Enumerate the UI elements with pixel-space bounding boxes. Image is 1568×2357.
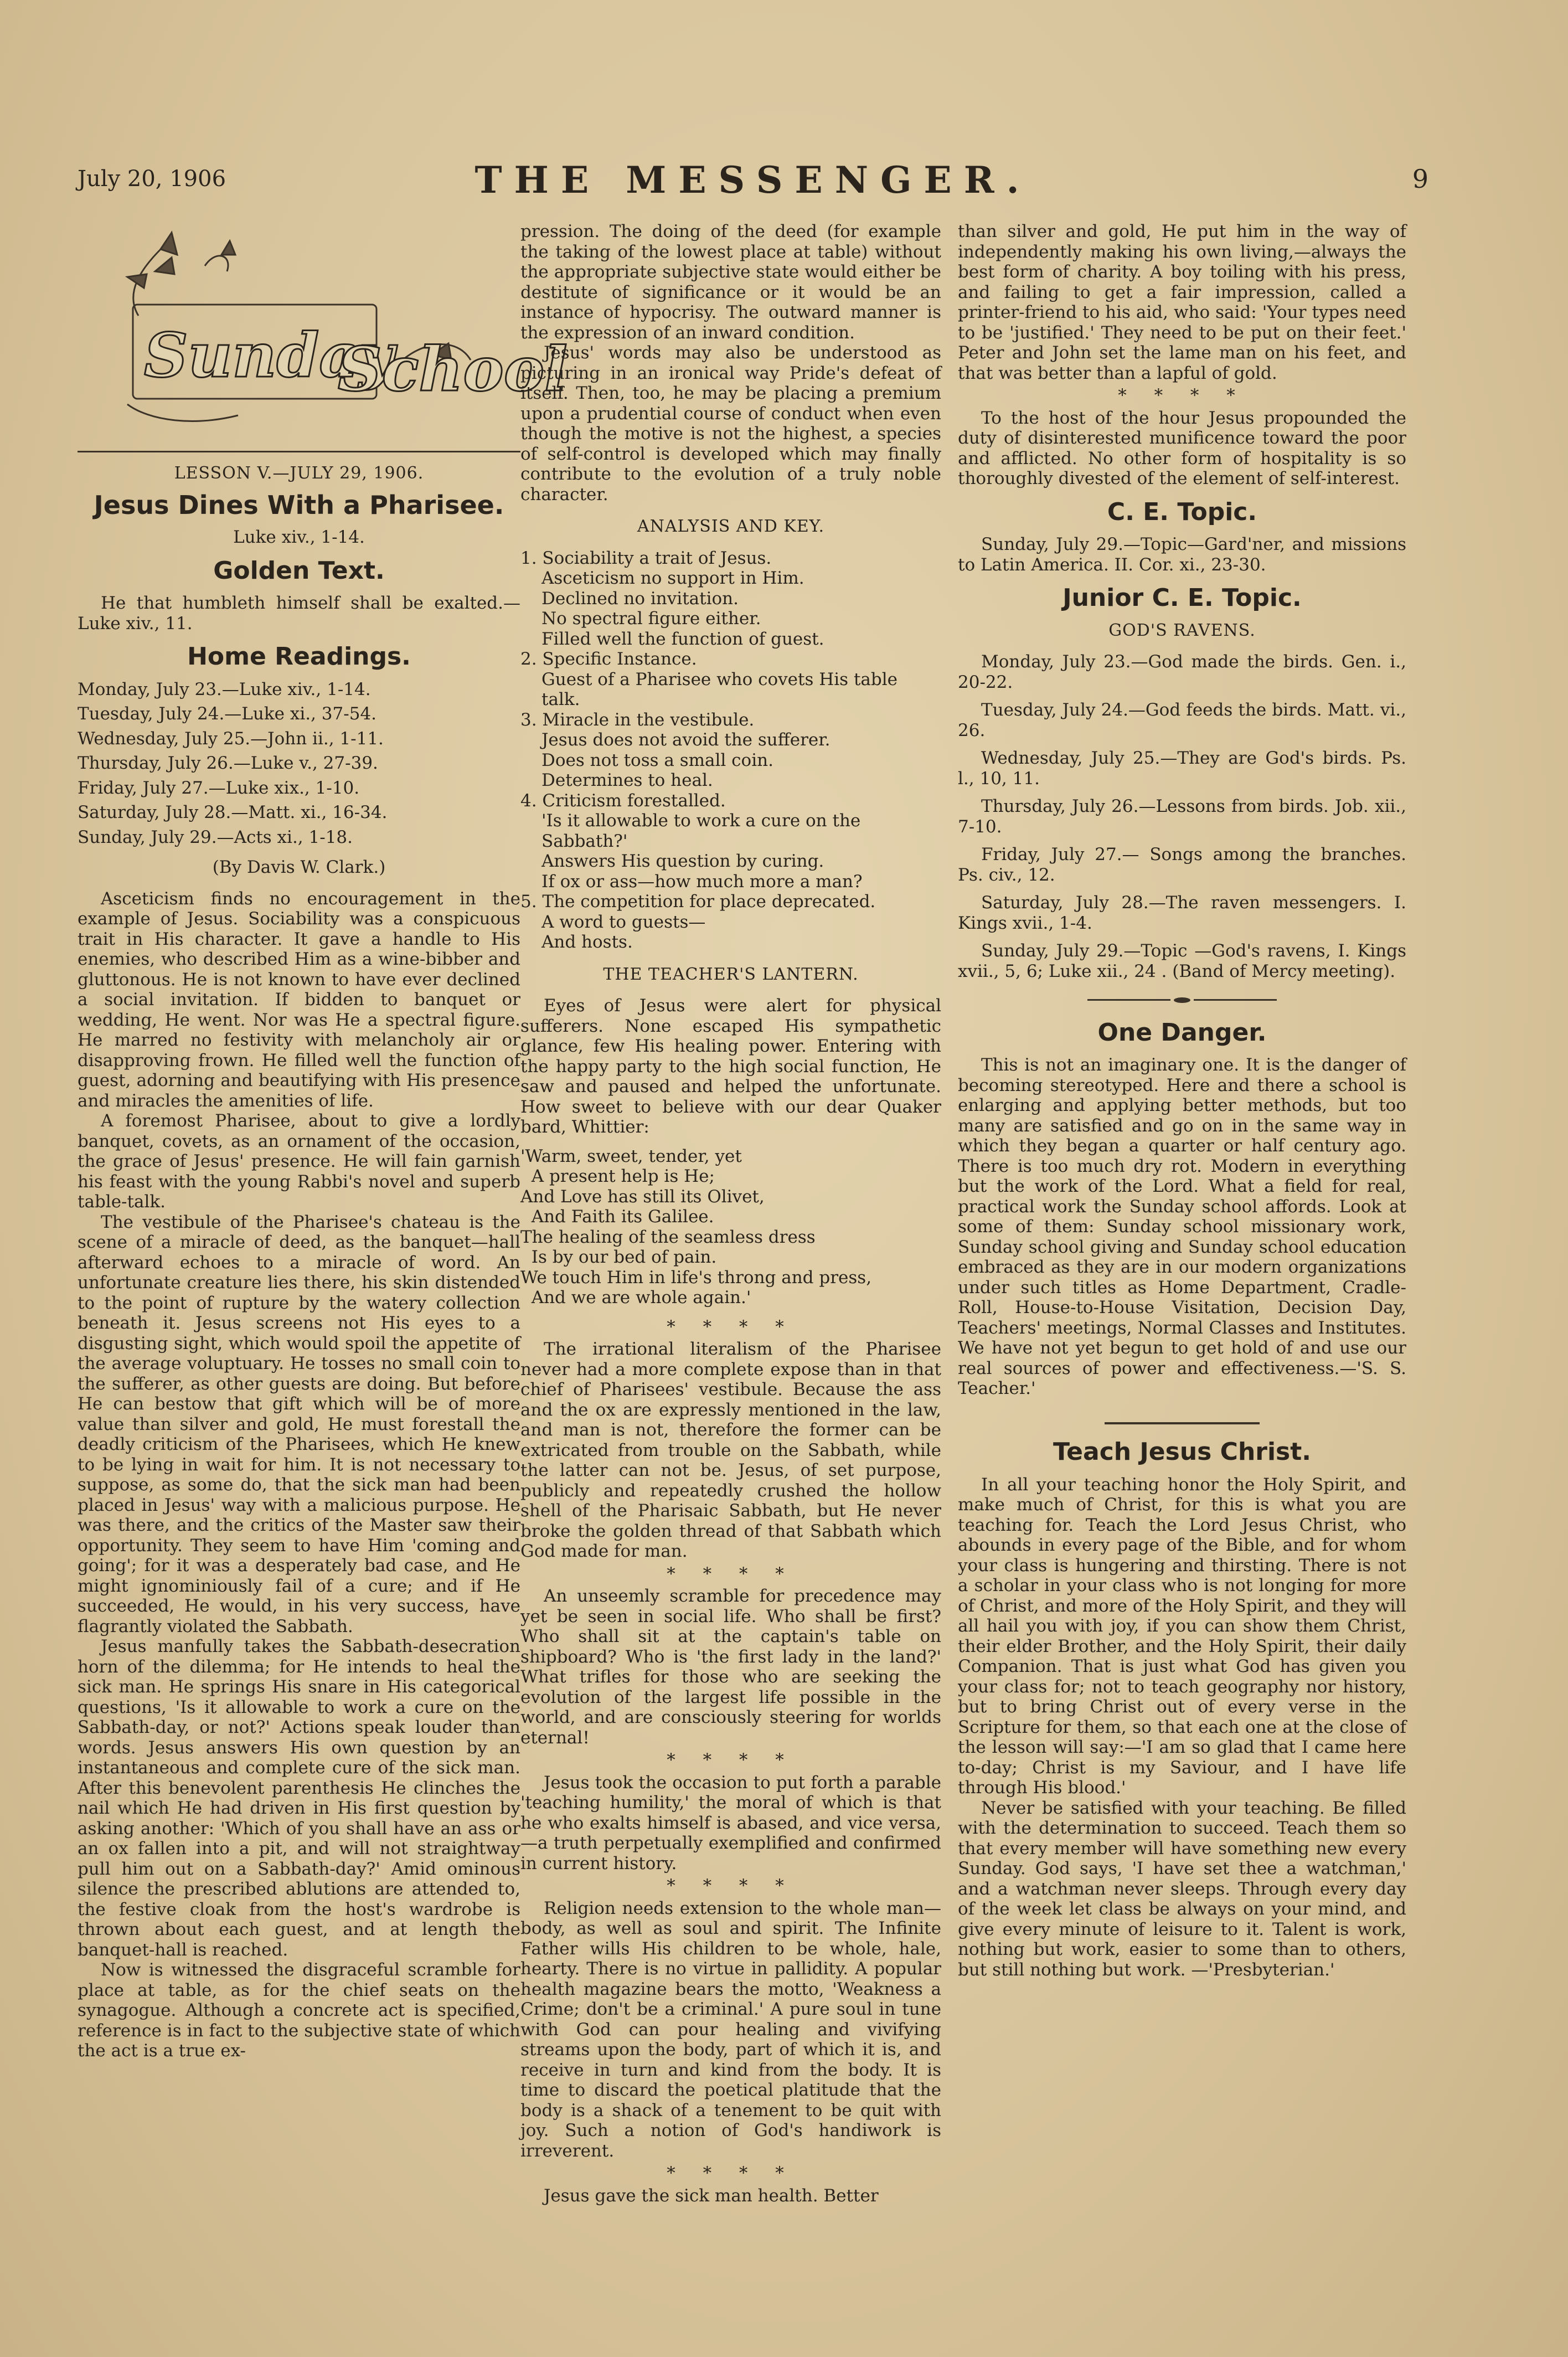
analysis-item: 5. The competition for place deprecated.: [520, 892, 876, 912]
section-stars: * * * *: [667, 1876, 795, 1896]
masthead: THE MESSENGER.: [474, 158, 1031, 202]
verse-line: And Love has still its Olivet,: [520, 1186, 765, 1207]
body-paragraph: Never be satisfied with your teaching. Be filled with the determination to succeed. Teach them so that every member will have something new every Sunday. God says, 'I have set thee a watchman,' and a watchman never sleeps. Through every day of the week let class be always on your mind, and give every minute of leisure to it. Talent is work, nothing but work, easier to some than to others, but still nothing but work. —'Presbyterian.': [958, 1798, 1406, 1980]
body-paragraph: Asceticism finds no encouragement in the example of Jesus. Sociability was a conspicuous trait in His character. It gave a handle to His enemies, who described Him as a wine-bibber and gluttonous. He is not known to have ever declined a social invitation. If bidden to banquet or wedding, He went. Nor was He a spectral figure. He marred no festivity with melancholy air or disapproving frown. He filled well the function of guest, adorning and beautifying with His presence and miracles the amenities of life.: [78, 888, 520, 1111]
column-middle: [520, 222, 941, 2304]
home-readings-heading: Home Readings.: [187, 642, 411, 671]
section-rule: [958, 1409, 1406, 1429]
column-right: [958, 222, 1406, 2304]
reading-item: Monday, July 23.—Luke xiv., 1-14.: [78, 679, 371, 699]
poem-verse: [520, 1146, 941, 1308]
body-paragraph: Jesus manfully takes the Sabbath-desecration horn of the dilemma; for He intends to heal the sick man. He springs His snare in His categorical questions, 'Is it allowable to work a cure on the Sabbath-day, or not?' Actions speak louder than words. Jesus answers His own question by an instantaneous and complete cure of the sick man. After this benevolent parenthesis He clinches the nail which He had driven in His first question by asking another: 'Which of you shall have an ass or an ox fallen into a pit, and will not straightway pull him out on a Sabbath-day?' Amid ominous silence the prescribed ablutions are attended to, the festive cloak from the host's wardrobe is thrown about each guest, and at length the banquet-hall is reached.: [78, 1636, 520, 1960]
svg-text:School: School: [338, 333, 568, 405]
body-paragraph: Now is witnessed the disgraceful scramble for place at table, as for the chief seats on the synagogue. Although a concrete act is specified, reference is in fact to the subjective state of which the act is a true ex-: [78, 1960, 520, 2061]
analysis-item: Does not toss a small coin.: [541, 750, 773, 770]
body-paragraph: The irrational literalism of the Pharisee never had a more complete expose than in that chief of Pharisees' vestibule. Because the ass and the ox are expressly mentioned in the law, and man is not, therefore the former can be extricated from trouble on the Sabbath, while the latter can not be. Jesus, of set purpose, publicly and repeatedly crushed the hollow shell of the Pharisaic Sabbath, but He never broke the golden thread of that Sabbath which God made for man.: [520, 1339, 941, 1561]
section-stars: * * * *: [667, 1316, 795, 1337]
sunday-school-logo: [78, 222, 568, 443]
reading-item: Sunday, July 29.—Acts xi., 1-18.: [78, 827, 353, 847]
scripture-reference: Luke xiv., 1-14.: [233, 527, 365, 547]
verse-line: Is by our bed of pain.: [520, 1247, 717, 1267]
svg-text:Sunday: Sunday: [144, 320, 394, 391]
analysis-item: Determines to heal.: [541, 770, 713, 790]
page-number: 9: [1412, 164, 1428, 194]
section-rule: [78, 451, 520, 452]
analysis-list: [520, 548, 941, 953]
golden-text-heading: Golden Text.: [213, 556, 385, 585]
analysis-item: Declined no invitation.: [541, 588, 739, 609]
body-paragraph: This is not an imaginary one. It is the danger of becoming stereotyped. Here and there a school is enlarging and applying better methods, but too many are satisfied and go on in the same way in which they began a quarter or half century ago. There is too much dry rot. Modern in everything but the work of the Lord. What a field for real, practical work the Sunday school affords. Look at some of them: Sunday school missionary work, Sunday school giving and Sunday school education embraced as they are in our modern organizations under such titles as Home Department, Cradle-Roll, House-to-House Visitation, Decision Day, Teachers' meetings, Normal Classes and Institutes. We have not yet begun to get hold of and use our real sources of power and effectiveness.—'S. S. Teacher.': [958, 1055, 1406, 1398]
junior-ce-item: Wednesday, July 25.—They are God's birds. Ps. l., 10, 11.: [958, 748, 1406, 789]
verse-line: 'Warm, sweet, tender, yet: [520, 1146, 742, 1166]
verse-line: And Faith its Galilee.: [520, 1207, 714, 1227]
page-header: [78, 158, 1428, 203]
reading-item: Tuesday, July 24.—Luke xi., 37-54.: [78, 704, 377, 724]
reading-item: Wednesday, July 25.—John ii., 1-11.: [78, 728, 384, 749]
verse-line: And we are whole again.': [520, 1288, 751, 1308]
body-paragraph: An unseemly scramble for precedence may yet be seen in social life. Who shall be first? Who shall sit at the captain's table on shipboard? Who is 'the first lady in the land?' What trifles for those who are seeking the evolution of the largest life possible in the world, and are consciously steering for worlds eternal!: [520, 1586, 941, 1748]
lesson-number: LESSON V.—JULY 29, 1906.: [174, 464, 424, 483]
section-stars: * * * *: [667, 1750, 795, 1770]
analysis-item: A word to guests—: [541, 912, 706, 932]
junior-ce-item: Sunday, July 29.—Topic —God's ravens, I. Kings xvii., 5, 6; Luke xii., 24 . (Band of Mercy meeting).: [958, 941, 1406, 981]
reading-item: Friday, July 27.—Luke xix., 1-10.: [78, 778, 360, 798]
body-paragraph: The vestibule of the Pharisee's chateau is the scene of a miracle of deed, as the banquet—hall afterward echoes to a miracle of word. An unfortunate creature lies there, his skin distended to the point of rupture by the watery collection beneath it. Jesus screens not His eyes to a disgusting sight, which would spoil the appetite of the average voluptuary. He tosses no small coin to the sufferer, as other guests are doing. But before He can bestow that gift which will be of more value than silver and gold, He must forestall the deadly criticism of the Pharisees, which He knew to be lying in wait for him. It is not necessary to suppose, as some do, that the sick man had been placed in Jesus' way with a malicious purpose. He was there, and the critics of the Master saw their opportunity. They seem to have Him 'coming and going'; for it was a desperately bad case, and He might ignominiously fail of a cure; and if He succeeded, He would, in his very success, have flagrantly violated the Sabbath.: [78, 1212, 520, 1636]
golden-text: He that humbleth himself shall be exalted.—Luke xiv., 11.: [78, 593, 520, 634]
analysis-item: 4. Criticism forestalled.: [520, 790, 726, 811]
verse-line: The healing of the seamless dress: [520, 1227, 816, 1247]
body-paragraph: Jesus gave the sick man health. Better: [544, 2185, 879, 2206]
body-paragraph: pression. The doing of the deed (for example the taking of the lowest place at table) without the appropriate subjective state would either be destitute of significance or it would be an instance of hypocrisy. The outward manner is the expression of an inward condition.: [520, 222, 941, 343]
section-stars: * * * *: [1118, 385, 1246, 405]
analysis-item: Jesus does not avoid the sufferer.: [541, 730, 831, 750]
analysis-item: 'Is it allowable to work a cure on the Sabbath?': [541, 811, 861, 851]
body-paragraph: Eyes of Jesus were alert for physical sufferers. None escaped His sympathetic glance, few His healing power. Entering with the happy party to the high social function, He saw and paused and helped the unfortunate. How sweet to believe with our dear Quaker bard, Whittier:: [520, 996, 941, 1137]
body-paragraph: To the host of the hour Jesus propounded the duty of disinterested munificence toward the poor and afflicted. No other form of hospitality is so thoroughly divested of the element of self-interest.: [958, 408, 1406, 488]
junior-ce-item: Tuesday, July 24.—God feeds the birds. Matt. vi., 26.: [958, 700, 1406, 740]
verse-line: We touch Him in life's throng and press,: [520, 1267, 872, 1288]
analysis-item: No spectral figure either.: [541, 609, 761, 629]
junior-ce-item: Thursday, July 26.—Lessons from birds. Job. xii., 7-10.: [958, 796, 1406, 837]
teach-jesus-heading: Teach Jesus Christ.: [1053, 1438, 1311, 1466]
analysis-item: 1. Sociability a trait of Jesus.: [520, 548, 772, 568]
sunday-school-emblem: [78, 222, 568, 443]
junior-ce-item: Saturday, July 28.—The raven messengers. I. Kings xvii., 1-4.: [958, 893, 1406, 933]
column-left: [78, 222, 568, 2304]
junior-ce-heading: Junior C. E. Topic.: [1062, 584, 1302, 612]
junior-ce-list: [958, 652, 1406, 981]
section-stars: * * * *: [667, 2163, 795, 2183]
lantern-heading: THE TEACHER'S LANTERN.: [603, 964, 859, 984]
section-stars: * * * *: [667, 1563, 795, 1584]
analysis-item: Answers His question by curing.: [541, 851, 824, 871]
junior-ce-item: Friday, July 27.— Songs among the branches. Ps. civ., 12.: [958, 845, 1406, 885]
body-paragraph: Jesus' words may also be understood as picturing in an ironical way Pride's defeat of itself. Then, too, he may be placing a premium upon a prudential course of conduct when even though the motive is not the highest, a species of self-control is developed which may finally contribute to the evolution of a truly noble character.: [520, 343, 941, 505]
analysis-item: 3. Miracle in the vestibule.: [520, 709, 755, 730]
reading-item: Thursday, July 26.—Luke v., 27-39.: [78, 753, 378, 773]
body-paragraph: In all your teaching honor the Holy Spirit, and make much of Christ, for this is what you are teaching for. Teach the Lord Jesus Christ, who abounds in every page of the Bible, and for whom your class is hungering and thirsting. There is not a scholar in your class who is not longing for more of Christ, and more of the Holy Spirit, and they will all hail you with joy, if you can show them Christ, their elder Brother, and the Holy Spirit, their daily Companion. That is just what God has given you your class for; not to teach geography nor history, but to bring Christ out of every verse in the Scripture for them, so that each one at the close of the lesson will say:—'I am so glad that I came here to-day; Christ is my Saviour, and I have life through His blood.': [958, 1474, 1406, 1798]
body-paragraph: A foremost Pharisee, about to give a lordly banquet, covets, as an ornament of the occasion, the grace of Jesus' presence. He will fain garnish his feast with the young Rabbi's novel and superb table-talk.: [78, 1111, 520, 1212]
ce-topic-text: Sunday, July 29.—Topic—Gard'ner, and missions to Latin America. II. Cor. xi., 23-30.: [958, 534, 1406, 575]
body-paragraph: Religion needs extension to the whole man—body, as well as soul and spirit. The Infinite Father wills His children to be whole, hale, hearty. There is no virtue in pallidity. A popular health magazine bears the motto, 'Weakness a Crime; don't be a criminal.' A pure soul in tune with God can pour healing and vivifying streams upon the body, part of which it is, and receive in turn and kind from the body. It is time to discard the poetical platitude that the body is a shack of a tenement to be quit with joy. Such a notion of God's handiwork is irreverent.: [520, 1898, 941, 2161]
analysis-item: And hosts.: [541, 932, 633, 952]
home-readings-list: [78, 680, 520, 848]
junior-ce-subheading: GOD'S RAVENS.: [1108, 620, 1256, 640]
reading-item: Saturday, July 28.—Matt. xi., 16-34.: [78, 802, 388, 822]
analysis-item: Guest of a Pharisee who covets His table talk.: [541, 669, 898, 709]
body-paragraph: Jesus took the occasion to put forth a parable 'teaching humility,' the moral of which is that he who exalts himself is abased, and vice versa,—a truth perpetually exemplified and confirmed in current history.: [520, 1772, 941, 1874]
ornamental-divider: [958, 989, 1406, 1010]
byline: (By Davis W. Clark.): [212, 857, 386, 877]
lesson-title: Jesus Dines With a Pharisee.: [94, 490, 504, 520]
ce-topic-heading: C. E. Topic.: [1107, 497, 1257, 526]
analysis-item: Filled well the function of guest.: [541, 629, 824, 649]
junior-ce-item: Monday, July 23.—God made the birds. Gen. i., 20-22.: [958, 652, 1406, 692]
analysis-item: If ox or ass—how much more a man?: [541, 871, 863, 892]
analysis-item: 2. Specific Instance.: [520, 649, 697, 669]
analysis-heading: ANALYSIS AND KEY.: [637, 517, 825, 536]
analysis-item: Asceticism no support in Him.: [541, 568, 804, 588]
issue-date: July 20, 1906: [78, 166, 226, 192]
one-danger-heading: One Danger.: [1097, 1018, 1267, 1047]
verse-line: A present help is He;: [520, 1166, 715, 1186]
body-paragraph: than silver and gold, He put him in the way of independently making his own living,—always the best form of charity. A boy toiling with his press, and failing to get a fair impression, called a printer-friend to his aid, who said: 'Your types need to be 'justified.' They need to be put on their feet.' Peter and John set the lame man on his feet, and that was better than a lapful of gold.: [958, 222, 1406, 383]
